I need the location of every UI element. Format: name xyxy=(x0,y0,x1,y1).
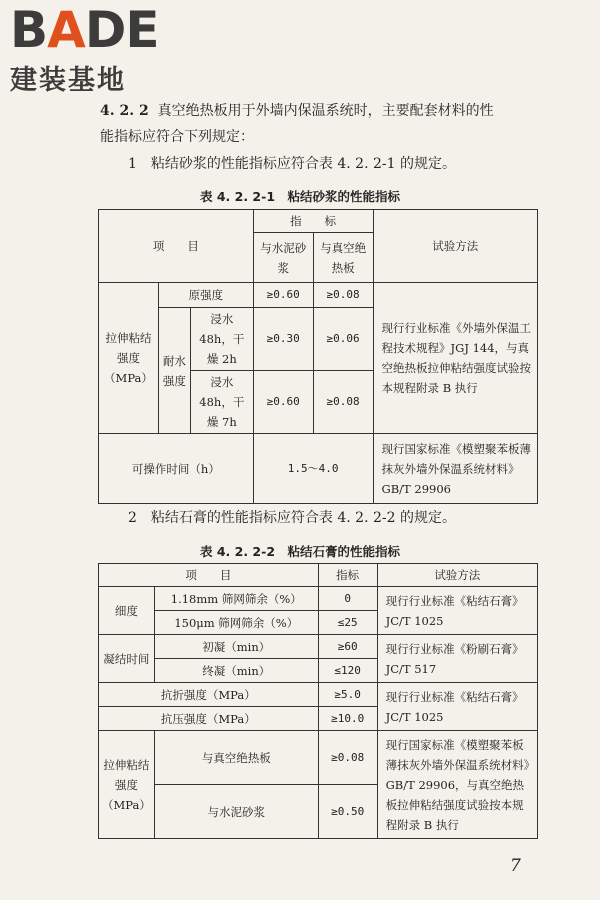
brand-logo xyxy=(10,1,180,96)
table1 xyxy=(98,209,538,504)
logo-wordmark: BADE xyxy=(10,1,159,59)
t1-water7h-label: 浸水 48h，干燥 7h xyxy=(190,371,253,434)
t2-setting-r1-label: 初凝（min） xyxy=(154,635,318,659)
t1-original-vacuum: ≥0.08 xyxy=(313,283,373,308)
t1-tensile-label: 拉伸粘结强度（MPa） xyxy=(99,283,159,434)
t1-indicator-header: 指 标 xyxy=(253,210,373,233)
t2-tensile-label: 拉伸粘结强度（MPa） xyxy=(99,731,155,839)
t2-tensile-r1-value: ≥0.08 xyxy=(318,731,377,785)
t1-original-label: 原强度 xyxy=(158,283,253,308)
section-paragraph xyxy=(100,98,570,150)
item1-text: 1 粘结砂浆的性能指标应符合表 4. 2. 2-1 的规定。 xyxy=(128,156,456,172)
t2-flexural-value: ≥5.0 xyxy=(318,683,377,707)
item2-text: 2 粘结石膏的性能指标应符合表 4. 2. 2-2 的规定。 xyxy=(128,510,456,526)
t1-water2h-cement: ≥0.30 xyxy=(253,308,313,371)
t2-flexural-label: 抗折强度（MPa） xyxy=(99,683,319,707)
t2-fineness-label: 细度 xyxy=(99,587,155,635)
t2-fineness-r1-label: 1.18mm 筛网筛余（%） xyxy=(154,587,318,611)
t1-water-label: 耐水强度 xyxy=(158,308,190,434)
t2-tensile-r2-label: 与水泥砂浆 xyxy=(154,785,318,839)
t1-operable-label: 可操作时间（h） xyxy=(99,434,254,504)
section-number: 4. 2. 2 xyxy=(100,103,149,119)
t2-setting-label: 凝结时间 xyxy=(99,635,155,683)
table1-caption: 表 4. 2. 2-1 粘结砂浆的性能指标 xyxy=(199,189,401,204)
t2-tensile-r2-value: ≥0.50 xyxy=(318,785,377,839)
t1-operable-value: 1.5～4.0 xyxy=(253,434,373,504)
t1-col-cement: 与水泥砂浆 xyxy=(253,233,313,283)
t1-original-cement: ≥0.60 xyxy=(253,283,313,308)
t1-tensile-method: 现行行业标准《外墙外保温工程技术规程》JGJ 144，与真空绝热板拉伸粘结强度试验按本规程附录 B 执行 xyxy=(373,283,537,434)
table2-caption: 表 4. 2. 2-2 粘结石膏的性能指标 xyxy=(199,544,401,559)
t2-strength-method: 现行行业标准《粘结石膏》JC/T 1025 xyxy=(377,683,537,731)
t2-compressive-value: ≥10.0 xyxy=(318,707,377,731)
t2-setting-r2-label: 终凝（min） xyxy=(154,659,318,683)
t2-setting-method: 现行行业标准《粉刷石膏》JC/T 517 xyxy=(377,635,537,683)
t1-water7h-vacuum: ≥0.08 xyxy=(313,371,373,434)
t2-fineness-method: 现行行业标准《粘结石膏》JC/T 1025 xyxy=(377,587,537,635)
table2 xyxy=(98,563,538,839)
t2-fineness-r1-value: 0 xyxy=(318,587,377,611)
t2-tensile-r1-label: 与真空绝热板 xyxy=(154,731,318,785)
t2-compressive-label: 抗压强度（MPa） xyxy=(99,707,319,731)
t2-indicator-header: 指标 xyxy=(318,564,377,587)
t2-setting-r2-value: ≤120 xyxy=(318,659,377,683)
t2-item-header: 项 目 xyxy=(99,564,319,587)
section-line1: 真空绝热板用于外墙内保温系统时，主要配套材料的性 xyxy=(157,103,494,119)
t2-method-header: 试验方法 xyxy=(377,564,537,587)
t2-tensile-method: 现行国家标准《模塑聚苯板薄抹灰外墙外保温系统材料》GB/T 29906，与真空绝热板拉伸粘结强度试验按本规程附录 B 执行 xyxy=(377,731,537,839)
t1-water7h-cement: ≥0.60 xyxy=(253,371,313,434)
t2-fineness-r2-label: 150μm 筛网筛余（%） xyxy=(154,611,318,635)
t1-item-header: 项 目 xyxy=(99,210,254,283)
logo-subtitle: 建装基地 xyxy=(10,65,126,96)
page-number: 7 xyxy=(510,856,521,876)
t1-method-header: 试验方法 xyxy=(373,210,537,283)
t1-operable-method: 现行国家标准《模塑聚苯板薄抹灰外墙外保温系统材料》GB/T 29906 xyxy=(373,434,537,504)
t1-water2h-label: 浸水 48h，干燥 2h xyxy=(190,308,253,371)
t2-setting-r1-value: ≥60 xyxy=(318,635,377,659)
t2-fineness-r2-value: ≤25 xyxy=(318,611,377,635)
t1-water2h-vacuum: ≥0.06 xyxy=(313,308,373,371)
section-line2: 能指标应符合下列规定： xyxy=(100,129,254,145)
t1-col-vacuum: 与真空绝热板 xyxy=(313,233,373,283)
